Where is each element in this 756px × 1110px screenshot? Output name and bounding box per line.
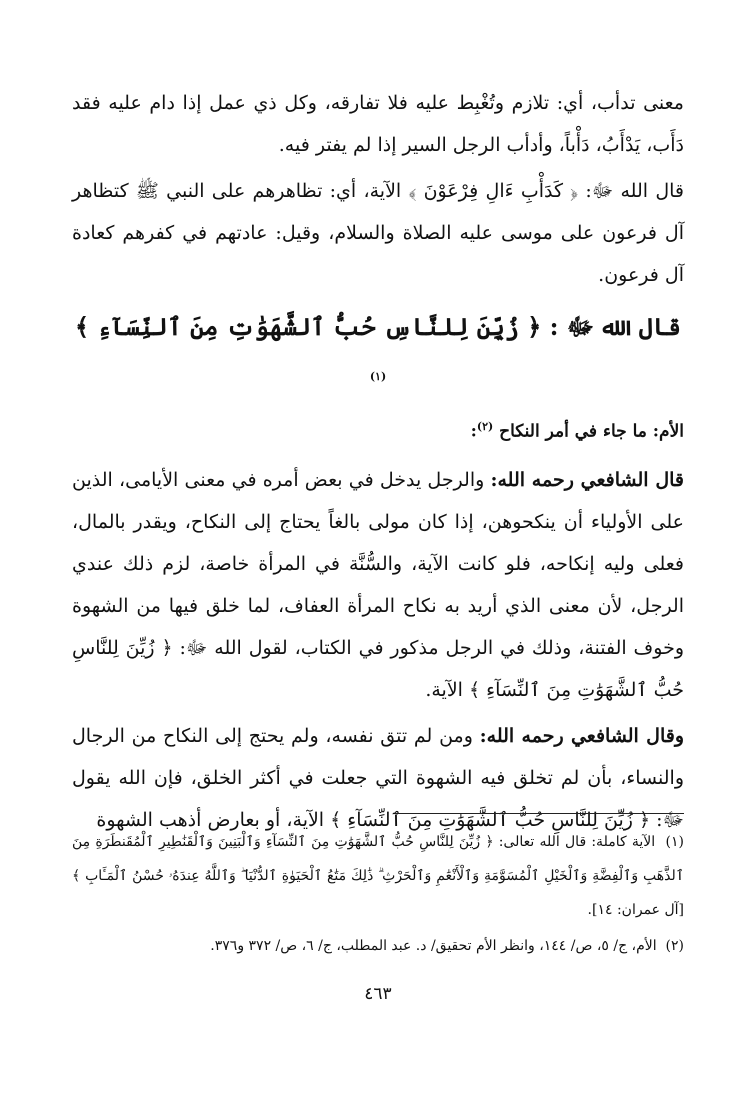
footnote-2 <box>72 929 684 963</box>
section-title-text: الأم: ما جاء في أمر النكاح <box>499 421 684 442</box>
footnote-divider <box>396 813 684 814</box>
quran-heading <box>72 302 684 406</box>
section-title-colon: : <box>470 421 477 442</box>
footnotes <box>72 825 684 963</box>
quran-heading-text: قال الله ﷻ : ﴿ زُيِّنَ لِلنَّاسِ حُبُّ ٱلشَّهَوَٰتِ مِنَ ٱلنِّسَآءِ ﴾ <box>75 312 681 341</box>
main-text <box>72 82 684 841</box>
section-title <box>72 406 684 453</box>
footnote-ref-2: (٢) <box>476 420 494 433</box>
footnote-2-text: الأم، ج/ ٥، ص/ ١٤٤، وانظر الأم تحقيق/ د. عبد المطلب، ج/ ٦، ص/ ٣٧٢ و٣٧٦. <box>210 938 657 954</box>
footnote-1-number: (١) <box>665 834 684 850</box>
paragraph-4 <box>72 715 684 841</box>
paragraph-3 <box>72 459 684 711</box>
paragraph-4-lead: وقال الشافعي رحمه الله: <box>479 724 684 747</box>
paragraph-1: معنى تدأب، أي: تلازم وتُغْبِط عليه فلا تفارقه، وكل ذي عمل إذا دام عليه فقد دَأَب، يَدْأَبُ، دَأْباً، وأدأب الرجل السير إذا لم يفتر فيه. <box>72 92 684 156</box>
paragraph-2: قال الله ﷻ: ﴿ كَدَأْبِ ءَالِ فِرْعَوْنَ ﴾ الآية، أي: تظاهرهم على النبي ﷺ كتظاهر آل فرعون على موسى عليه الصلاة والسلام، وقيل: عادتهم في كفرهم كعادة آل فرعون. <box>72 180 684 286</box>
paragraph-3-lead: قال الشافعي رحمه الله: <box>490 468 684 491</box>
footnote-1 <box>72 825 684 927</box>
page-number: ٤٦٣ <box>364 984 392 1004</box>
footnote-1-text: الآية كاملة: قال الله تعالى: ﴿ زُيِّنَ لِلنَّاسِ حُبُّ ٱلشَّهَوَٰتِ مِنَ ٱلنِّسَآءِ وَٱلْبَنِينَ وَٱلْقَنَٰطِيرِ ٱلْمُقَنطَرَةِ مِنَ ٱلذَّهَبِ وَٱلْفِضَّةِ وَٱلْخَيْلِ ٱلْمُسَوَّمَةِ وَٱلْأَنْعَٰمِ وَٱلْحَرْثِ ۗ ذَٰلِكَ مَتَٰعُ ٱلْحَيَوٰةِ ٱلدُّنْيَا ۖ وَٱللَّهُ عِندَهُۥ حُسْنُ ٱلْمَـَٔابِ ﴾ [آل عمران: ١٤]. <box>72 834 684 918</box>
paragraph-3-text: والرجل يدخل في بعض أمره في معنى الأيامى، الذين على الأولياء أن ينكحوهن، إذا كان مولى بالغاً يحتاج إلى النكاح، ويقدر بالمال، فعلى وليه إنكاحه، فلو كانت الآية، والسُّنَّة في المرأة خاصة، لزم ذلك عندي الرجل، لأن معنى الذي أريد به نكاح المرأة العفاف، لما خلق فيها من الشهوة وخوف الفتنة، وذلك في الرجل مذكور في الكتاب، لقول الله ﷻ: ﴿ زُيِّنَ لِلنَّاسِ حُبُّ ٱلشَّهَوَٰتِ مِنَ ٱلنِّسَآءِ ﴾ الآية. <box>72 468 684 701</box>
footnote-ref-1: (١) <box>369 370 387 383</box>
paragraph-4-text: ومن لم تتق نفسه، ولم يحتج إلى النكاح من الرجال والنساء، بأن لم تخلق فيه الشهوة التي جعلت في أكثر الخلق، فإن الله يقول ﷻ: ﴿ زُيِّنَ لِلنَّاسِ حُبُّ ٱلشَّهَوَٰتِ مِنَ ٱلنِّسَآءِ ﴾ الآية، أو بعارض أذهب الشهوة <box>72 724 684 831</box>
footnote-2-number: (٢) <box>665 938 684 954</box>
